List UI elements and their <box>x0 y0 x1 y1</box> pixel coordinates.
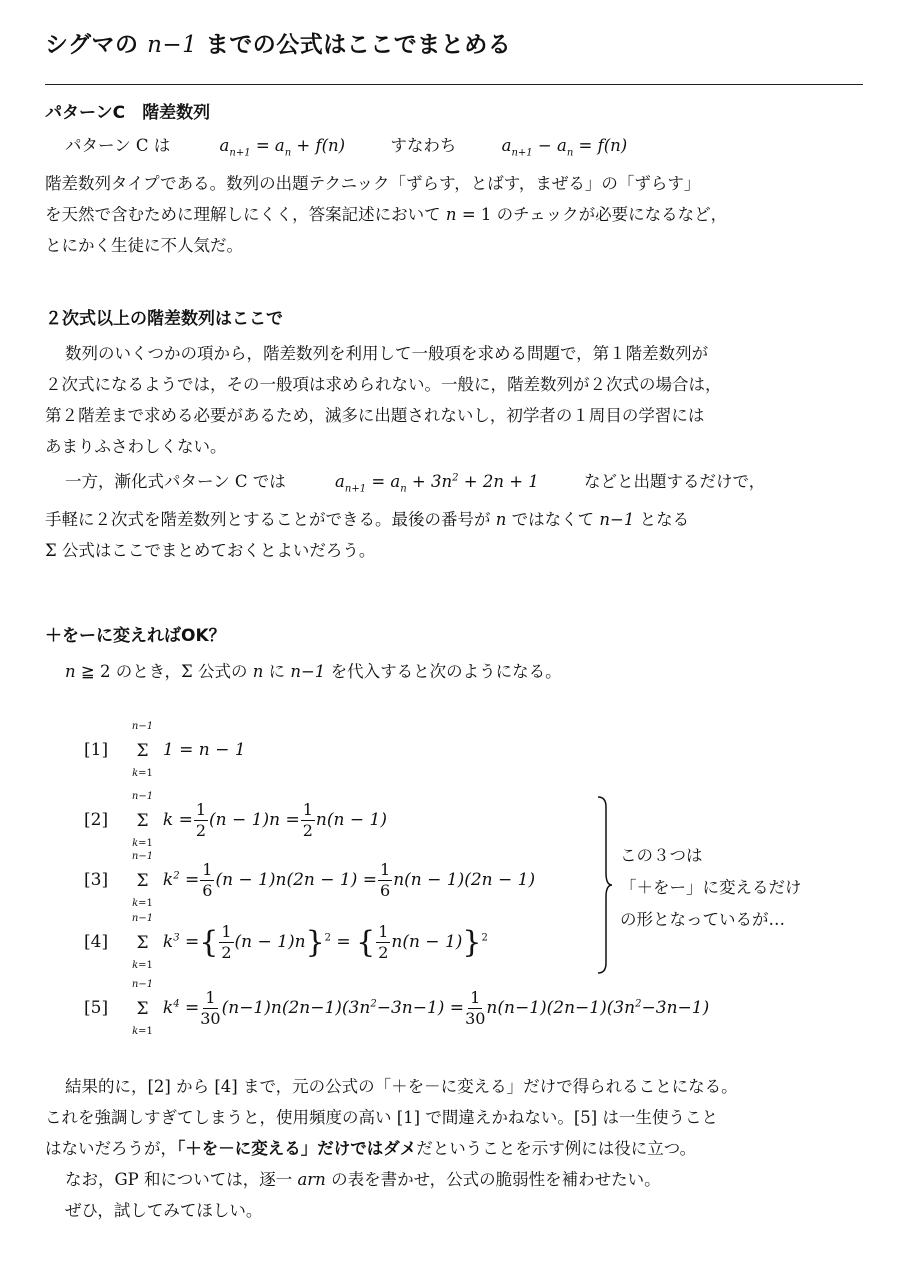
formula-3: [3] n−1 Σ k=1 $k^2$ = $\frac{1}{6}$ (n − 1)n(2n − 1) = $\frac{1}{6}$ n(n − 1)(2n − 1) <box>84 850 536 909</box>
recurrence-equation: $a_{n+1} = a_n + f(n)$ <box>219 136 346 159</box>
section-pattern-c-body: パターン C は $a_{n+1} = a_n + f(n)$ すなわち $a_{n+1} - a_n = f(n)$ 階差数列タイプである。数列の出題テクニック「ずらす，とばす，まぜる」の「ずらす」 を天然で含むために理解しにくく，答案記述において n = 1 のチェックが必要になるなど， とにかく生徒に不人気だ。 <box>45 136 728 256</box>
section-heading-quadratic: ２次式以上の階差数列はここで <box>45 309 283 329</box>
formula-note: この３つは 「＋をー」に変えるだけ の形となっているが… <box>620 846 802 929</box>
section-plus-minus-body: n ≧ 2 のとき，Σ 公式の n に n−1 を代入すると次のようになる。 <box>65 662 562 681</box>
section-heading-pattern-c: パターンC 階差数列 <box>45 103 211 123</box>
section-quadratic-body: 数列のいくつかの項から，階差数列を利用して一般項を求める問題で，第１階差数列が ２次式になるようでは，その一般項は求められない。一般に，階差数列が２次式の場合は， 第２階差まで求める必要があるため，滅多に出題されないし，初学者の１周目の学習には あまりふさわしくない。 一方，漸化式パターン C では $a_{n+1} = a_n + 3n^2 + 2n + 1$ などと出題するだけで， 手軽に２次式を階差数列とすることができる。最後の番号が n ではなくて n−1 となる Σ 公式はここでまとめておくとよいだろう。 <box>45 344 766 560</box>
difference-equation: $a_{n+1} - a_n = f(n)$ <box>501 136 628 159</box>
formula-4: [4] n−1 Σ k=1 $k^3$ ={ $\frac{1}{2}$ (n − 1)n}$^2$ = { $\frac{1}{2}$ n(n − 1)}$^2$ <box>84 912 488 971</box>
title-rule <box>45 84 863 85</box>
conclusion-body: 結果的に，[2] から [4] まで，元の公式の「＋を－に変える」だけで得られることになる。 これを強調しすぎてしまうと，使用頻度の高い [1] で間違えかねない。[5] は一生使うこと はないだろうが，「＋を－に変える」だけではダメだということを示す例には役に立つ。 なお，GP 和については，逐一 arn の表を書かせ，公式の脆弱性を補わせたい。 ぜひ，試してみてほしい。 <box>45 1077 738 1220</box>
page-title: シグマの n−1 までの公式はここでまとめる <box>45 32 512 58</box>
example-recurrence: $a_{n+1} = a_n + 3n^2 + 2n + 1$ <box>335 471 539 494</box>
emphasis-text: 「＋を－に変える」だけではダメ <box>177 1139 417 1158</box>
formula-1: [1] n−1 Σ k=1 1 = n − 1 <box>84 720 246 779</box>
formula-5: [5] n−1 Σ k=1 $k^4$ = $\frac{1}{30}$ $(n-1)n(2n-1)(3n^2-3n-1)$ = $\frac{1}{30}$ $n(n-1)(2n-1)(3n^2-3n-1)$ <box>84 978 710 1037</box>
right-brace <box>596 795 614 975</box>
section-heading-plus-minus: ＋をーに変えればOK？ <box>45 626 226 646</box>
formula-2: [2] n−1 Σ k=1 k = $\frac{1}{2}$ (n − 1)n = $\frac{1}{2}$ n(n − 1) <box>84 790 387 849</box>
